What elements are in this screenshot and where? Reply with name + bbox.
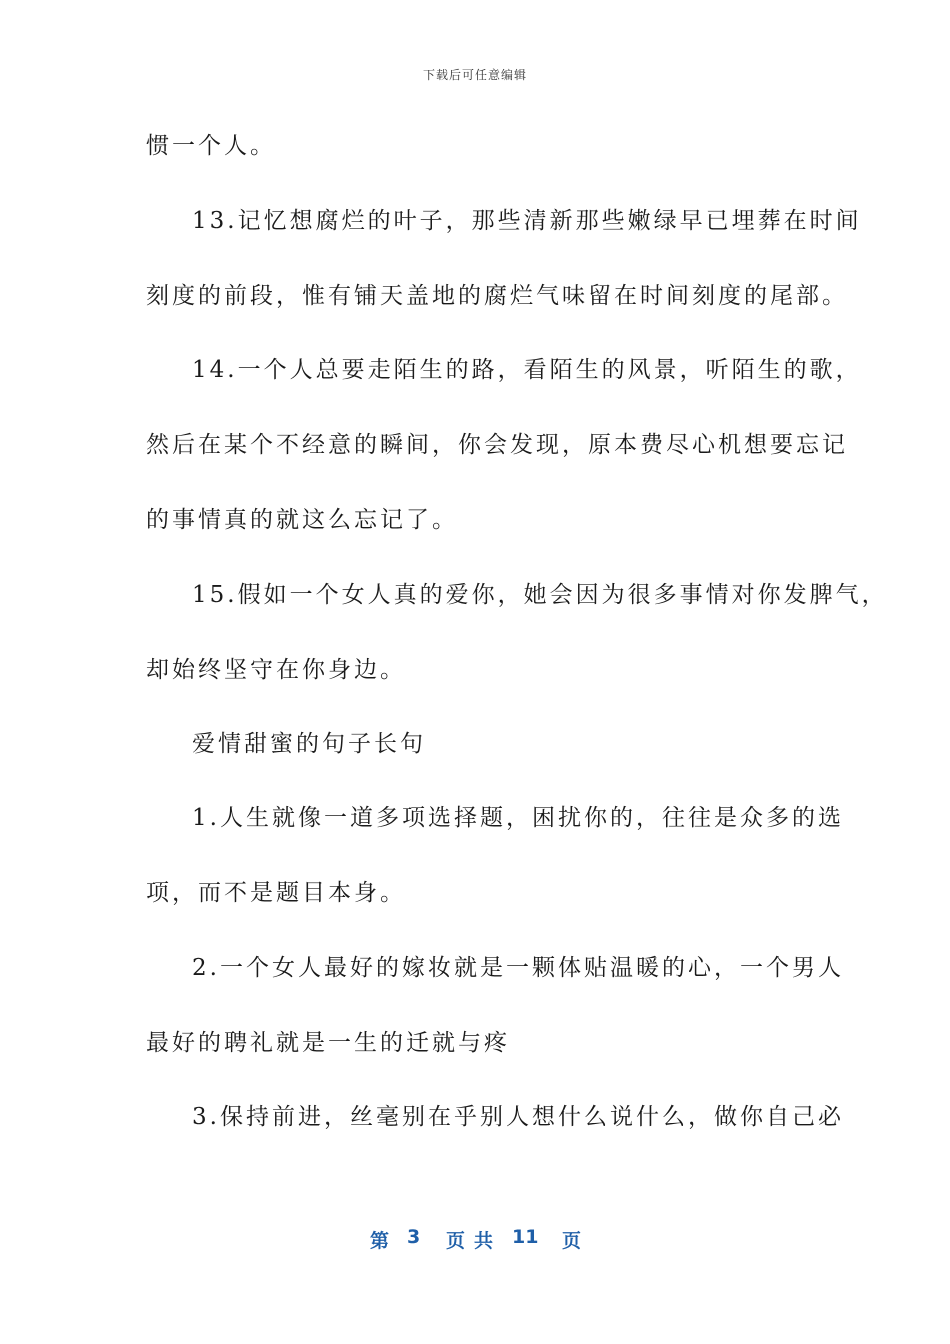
footer-suffix: 页 xyxy=(562,1230,582,1252)
text-line: 刻度的前段，惟有铺天盖地的腐烂气味留在时间刻度的尾部。 xyxy=(146,283,848,309)
text-line: 14.一个人总要走陌生的路，看陌生的风景，听陌生的歌， xyxy=(192,357,862,383)
footer-prefix: 第 xyxy=(370,1230,390,1252)
header-note: 下载后可任意编辑 xyxy=(422,68,527,82)
footer-current-page: 3 xyxy=(407,1226,421,1248)
text-line: 13.记忆想腐烂的叶子，那些清新那些嫩绿早已埋葬在时间 xyxy=(192,208,862,234)
footer-middle: 页共 xyxy=(446,1230,503,1252)
text-line: 却始终坚守在你身边。 xyxy=(146,657,406,683)
text-line: 项，而不是题目本身。 xyxy=(146,880,406,906)
text-line: 惯一个人。 xyxy=(146,133,276,159)
footer-total-pages: 11 xyxy=(512,1226,539,1248)
text-line: 然后在某个不经意的瞬间，你会发现，原本费尽心机想要忘记 xyxy=(146,432,848,458)
text-line: 15.假如一个女人真的爱你，她会因为很多事情对你发脾气， xyxy=(192,582,888,608)
section-heading: 爱情甜蜜的句子长句 xyxy=(192,731,426,757)
text-line: 3.保持前进，丝毫别在乎别人想什么说什么，做你自己必 xyxy=(192,1104,844,1130)
text-line: 最好的聘礼就是一生的迁就与疼 xyxy=(146,1030,510,1056)
page-footer xyxy=(0,1226,950,1252)
text-line: 的事情真的就这么忘记了。 xyxy=(146,507,458,533)
text-line: 1.人生就像一道多项选择题，困扰你的，往往是众多的选 xyxy=(192,805,844,831)
text-line: 2.一个女人最好的嫁妆就是一颗体贴温暖的心，一个男人 xyxy=(192,955,844,981)
